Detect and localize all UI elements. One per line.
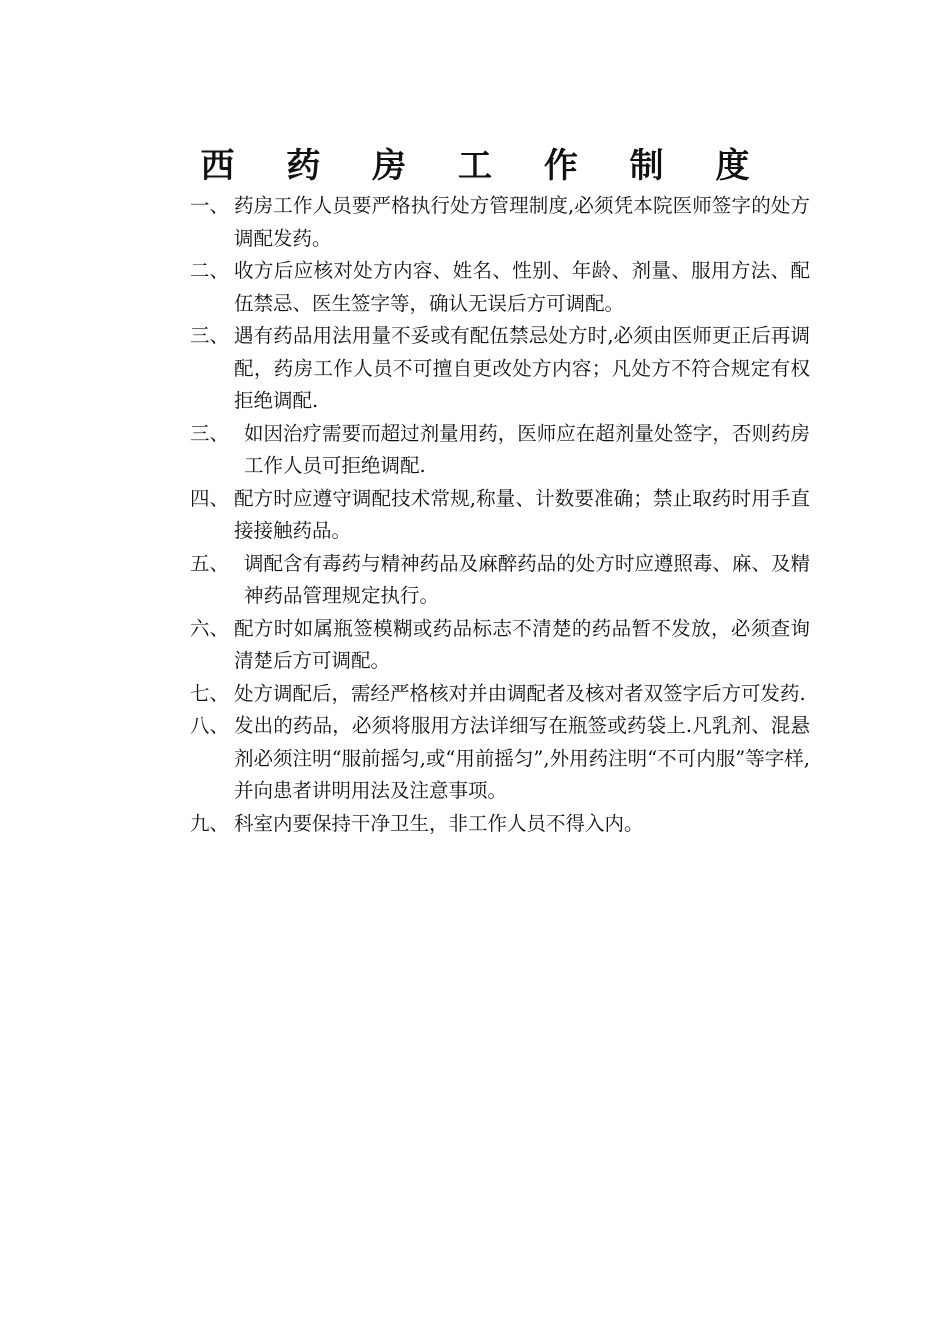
rule-text: 调配含有毒药与精神药品及麻醉药品的处方时应遵照毒、麻、及精神药品管理规定执行。 xyxy=(244,551,810,607)
rule-text: 药房工作人员要严格执行处方管理制度,必须凭本院医师签字的处方调配发药。 xyxy=(234,194,810,250)
document-title: 西 药 房 工 作 制 度 xyxy=(200,145,770,186)
rule-text: 收方后应核对处方内容、姓名、性别、年龄、剂量、服用方法、配伍禁忌、医生签字等，确认无误后方可调配。 xyxy=(234,259,810,315)
rule-item xyxy=(190,320,810,418)
rule-number: 八、 xyxy=(190,714,230,737)
rule-item xyxy=(190,483,810,548)
rule-text: 遇有药品用法用量不妥或有配伍禁忌处方时,必须由医师更正后再调配，药房工作人员不可擅自更改处方内容；凡处方不符合规定有权拒绝调配. xyxy=(234,324,810,412)
rule-item xyxy=(190,808,810,841)
rule-item xyxy=(190,678,810,711)
rule-item xyxy=(190,710,810,808)
rule-text: 配方时应遵守调配技术常规,称量、计数要准确；禁止取药时用手直接接触药品。 xyxy=(234,486,810,542)
rule-number: 二、 xyxy=(190,259,230,282)
rule-number: 九、 xyxy=(190,811,230,835)
rule-number: 四、 xyxy=(190,486,230,510)
rule-item xyxy=(190,613,810,678)
rule-number: 三、 xyxy=(190,421,230,445)
rules-list xyxy=(190,190,810,840)
rule-text: 科室内要保持干净卫生，非工作人员不得入内。 xyxy=(234,811,644,835)
rule-item xyxy=(190,255,810,320)
rule-item xyxy=(190,548,810,613)
rule-text: 配方时如属瓶签模糊或药品标志不清楚的药品暂不发放，必须查询清楚后方可调配。 xyxy=(234,616,810,672)
rule-text: 处方调配后，需经严格核对并由调配者及核对者双签字后方可发药. xyxy=(234,681,806,705)
rule-number: 五、 xyxy=(190,551,230,575)
rule-number: 六、 xyxy=(190,616,230,640)
rule-item xyxy=(190,190,810,255)
rule-number: 一、 xyxy=(190,194,230,217)
rule-number: 三、 xyxy=(190,324,230,347)
rule-number: 七、 xyxy=(190,681,230,705)
rule-text: 发出的药品，必须将服用方法详细写在瓶签或药袋上.凡乳剂、混悬剂必须注明“服前摇匀,或“用前摇匀”,外用药注明“不可内服”等字样,并向患者讲明用法及注意事项。 xyxy=(234,714,810,802)
rule-item xyxy=(190,418,810,483)
rule-text: 如因治疗需要而超过剂量用药，医师应在超剂量处签字，否则药房工作人员可拒绝调配. xyxy=(244,421,810,477)
